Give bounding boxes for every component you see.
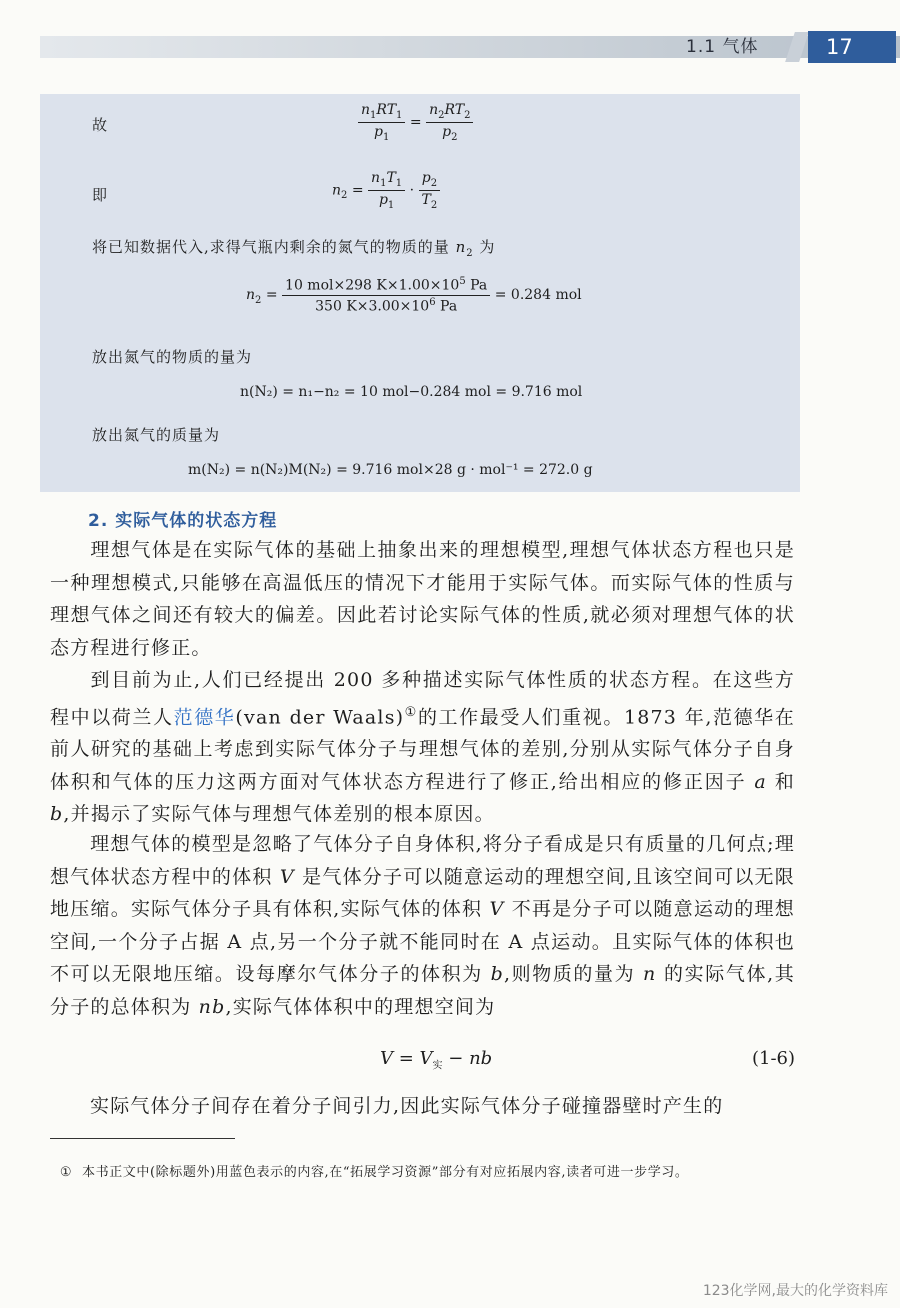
footnote-rule [50,1138,235,1139]
label-gu: 故 [92,116,108,134]
van-der-waals-link[interactable]: 范德华 [173,705,236,728]
paragraph-3-text-f: ,实际气体体积中的理想空间为 [225,995,496,1018]
watermark: 123化学网,最大的化学资料库 [702,1283,888,1299]
paragraph-3-text-e: 的实际气体,其分子的总体积为 [50,963,795,1018]
paragraph-2-text-c: 的工作最受人们重视。1873 年,范德华在前人研究的基础上考虑到实际气体分子与理想气体的差别,分别从实际气体分子自身体积和气体的压力这两方面对气体状态方程进行了修正,给出相应的修正因子 [50,705,795,793]
footnote-ref: ① [404,704,418,720]
formula-ratio: $\frac{n_1RT_1}{p_1}$ = $\frac{n_2RT_2}{p_2}$ [358,102,473,143]
equation-1-6 [50,1042,795,1076]
sentence-substitute-tail: 为 [479,238,496,256]
sentence-moles-released: 放出氮气的物质的量为 [92,348,253,366]
paragraph-2-text-a: 到目前为止,人们已经提出 200 多种描述实际气体性质的状态方程。在这些方程中以荷兰人 [50,669,795,728]
sentence-substitute: 将已知数据代入,求得气瓶内剩余的氮气的物质的量 $n_2$ 为 [92,238,496,259]
paragraph-2-text-d: 和 [774,770,795,793]
formula-calc: $n_2$ = $\frac{10 mol\times 298 K\times 1.00\times 10^5 Pa}{350 K\times 3.00\times 10^6 Pa}$ = 0.284 mol [246,276,582,315]
section-title: 1.1 气体 [686,37,759,57]
section-heading: 2. 实际气体的状态方程 [88,511,278,531]
page-number: 17 [808,31,896,63]
paragraph-4 [50,1090,795,1123]
equation-body: $V = V_实$ − nb [380,1048,493,1072]
formula-mass-released: m(N₂) = n(N₂)M(N₂) = 9.716 mol×28 g · mol⁻¹ = 272.0 g [188,462,593,478]
sentence-mass-released: 放出氮气的质量为 [92,426,221,444]
paragraph-3-text-b: 是气体分子可以随意运动的理想空间,且该空间可以无限地压缩。实际气体分子具有体积,实际气体的体积 [50,865,795,920]
example-box [40,94,800,492]
header-band [40,36,900,58]
paragraph-1 [50,534,795,664]
calc-denominator: 350 K×3.00×10 [315,298,430,315]
paragraph-3-text-d: ,则物质的量为 [503,963,636,985]
footnote [50,1160,798,1186]
calc-numerator: 10 mol×298 K×1.00×10 [285,277,460,294]
sentence-substitute-text: 将已知数据代入,求得气瓶内剩余的氮气的物质的量 [92,238,450,256]
paragraph-2: 到目前为止,人们已经提出 200 多种描述实际气体性质的状态方程。在这些方程中以荷兰人范德华(van der Waals)①的工作最受人们重视。1873 年,范德华在前人研究的基础上考虑到实际气体分子与理想气体的差别,分别从实际气体分子自身体积和气体的压力这两方面对气体状态方程进行了修正,给出相应的修正因子 a 和 b,并揭示了实际气体与理想气体差别的根本原因。 [50,669,795,826]
formula-moles-released: n(N₂) = n₁−n₂ = 10 mol−0.284 mol = 9.716 mol [240,384,583,400]
paragraph-3: 理想气体的模型是忽略了气体分子自身体积,将分子看成是只有质量的几何点;理想气体状态方程中的体积 V 是气体分子可以随意运动的理想空间,且该空间可以无限地压缩。实际气体分子具有体积,实际气体的体积 V 不再是分子可以随意运动的理想空间,一个分子占据 A 点,另一个分子就不能同时在 A 点运动。且实际气体的体积也不可以无限地压缩。设每摩尔气体分子的体积为 b,则物质的量为 n 的实际气体,其分子的总体积为 nb,实际气体体积中的理想空间为 [50,833,795,1018]
paragraph-1-text: 理想气体是在实际气体的基础上抽象出来的理想模型,理想气体状态方程也只是一种理想模式,只能够在高温低压的情况下才能用于实际气体。而实际气体的性质与理想气体之间还有较大的偏差。因此若讨论实际气体的性质,就必须对理想气体的状态方程进行修正。 [50,539,795,659]
paragraph-4-text: 实际气体分子间存在着分子间引力,因此实际气体分子碰撞器壁时产生的 [90,1095,724,1117]
paragraph-3-text-c: 不再是分子可以随意运动的理想空间,一个分子占据 A 点,另一个分子就不能同时在 A 点运动。且实际气体的体积也不可以无限地压缩。设每摩尔气体分子的体积为 [50,898,795,985]
label-ji: 即 [92,186,108,204]
paragraph-2-text-e: ,并揭示了实际气体与理想气体差别的根本原因。 [63,803,495,826]
calc-result: = 0.284 mol [494,287,582,304]
paragraph-3-text-a: 理想气体的模型是忽略了气体分子自身体积,将分子看成是只有质量的几何点;理想气体状态方程中的体积 [50,833,795,888]
paragraph-2-text-b: (van der Waals) [235,705,405,728]
footnote-text: 本书正文中(除标题外)用蓝色表示的内容,在“拓展学习资源”部分有对应拓展内容,读者可进一步学习。 [82,1165,689,1180]
formula-n2: $n_2$ = $\frac{n_1T_1}{p_1}$ · $\frac{p_2}{T_2}$ [332,170,440,211]
footnote-marker: ① [59,1165,73,1180]
equation-number: (1-6) [751,1048,795,1069]
